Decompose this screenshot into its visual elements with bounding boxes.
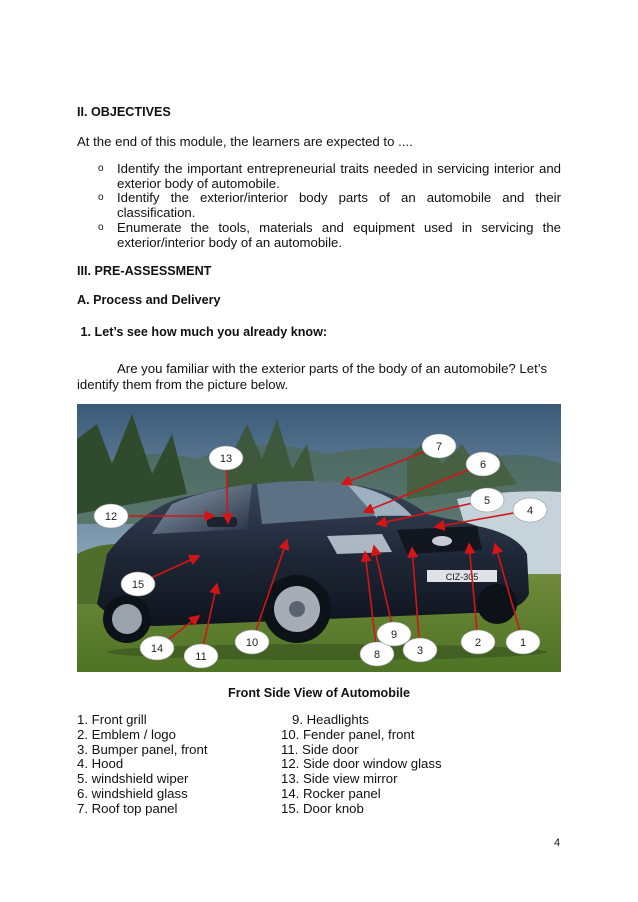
preassessment-heading: III. PRE-ASSESSMENT	[77, 264, 212, 278]
list-item: 10. Fender panel, front	[281, 726, 415, 742]
list-item: 11. Side door	[281, 741, 359, 757]
callout-number: 12	[104, 511, 118, 523]
objective-text-line1: Identify the important entrepreneurial traits needed in servicing interior and	[117, 161, 561, 176]
objective-item	[98, 220, 561, 252]
parts-list-left	[77, 713, 207, 817]
bullet-marker: o	[98, 192, 104, 203]
task-heading: 1. Let’s see how much you already know:	[77, 325, 328, 339]
list-item: 5. windshield wiper	[77, 771, 189, 787]
callout-arrow	[495, 544, 523, 642]
question-line1: Are you familiar with the exterior parts of the body of an automobile? Let’s	[117, 361, 548, 376]
list-item: 7. Roof top panel	[77, 800, 178, 816]
list-item: 4. Hood	[77, 756, 124, 772]
callout-number: 2	[474, 637, 482, 649]
callout-number: 15	[131, 579, 145, 591]
figure-caption: Front Side View of Automobile	[228, 686, 410, 700]
parts-list-right	[281, 713, 442, 817]
objective-text-line2: exterior/interior body of an automobile.	[117, 235, 343, 250]
callout-number: 4	[526, 505, 534, 517]
objective-item	[98, 190, 561, 222]
list-item: 9. Headlights	[281, 712, 369, 727]
callout-number: 3	[416, 645, 424, 657]
objective-text-line1: Enumerate the tools, materials and equipment used in servicing the	[117, 220, 561, 235]
license-plate: CIZ-305	[445, 572, 479, 582]
callout-number: 11	[195, 651, 207, 663]
callout-number: 10	[245, 637, 259, 649]
list-item: 15. Door knob	[281, 800, 364, 816]
callout-arrow	[469, 544, 478, 642]
list-item: 2. Emblem / logo	[77, 726, 176, 742]
callout-number: 9	[390, 629, 398, 641]
bullet-marker: o	[98, 222, 104, 233]
objectives-heading: II. OBJECTIVES	[77, 105, 171, 119]
list-item: 3. Bumper panel, front	[77, 741, 208, 757]
list-item: 1. Front grill	[77, 712, 147, 727]
process-heading: A. Process and Delivery	[77, 293, 221, 307]
objective-text-line2: classification.	[117, 205, 196, 220]
list-item: 13. Side view mirror	[281, 771, 398, 787]
question-line2: identify them from the picture below.	[77, 377, 289, 392]
callout-number: 6	[479, 459, 487, 471]
objective-text-line2: exterior body of automobile.	[117, 176, 280, 191]
callout-arrow	[374, 546, 394, 634]
callout-number: 1	[519, 637, 527, 649]
callout-number: 13	[219, 453, 233, 465]
objective-item	[98, 161, 561, 193]
list-item: 14. Rocker panel	[281, 785, 381, 801]
callout-number: 8	[373, 649, 381, 661]
objective-text-line1: Identify the exterior/interior body parts of an automobile and their	[117, 190, 561, 205]
callout-number: 14	[150, 643, 164, 655]
callout-arrow	[252, 540, 287, 642]
list-item: 12. Side door window glass	[281, 756, 442, 772]
callout-arrow	[365, 552, 377, 654]
callout-layer	[77, 404, 561, 672]
list-item: 6. windshield glass	[77, 785, 188, 801]
objectives-intro: At the end of this module, the learners are expected to ....	[77, 134, 413, 149]
car-photo	[77, 404, 561, 672]
callout-arrow	[412, 548, 420, 650]
bullet-marker: o	[98, 163, 104, 174]
page-number: 4	[554, 837, 561, 849]
callout-number: 7	[435, 441, 443, 453]
callout-number: 5	[483, 495, 491, 507]
